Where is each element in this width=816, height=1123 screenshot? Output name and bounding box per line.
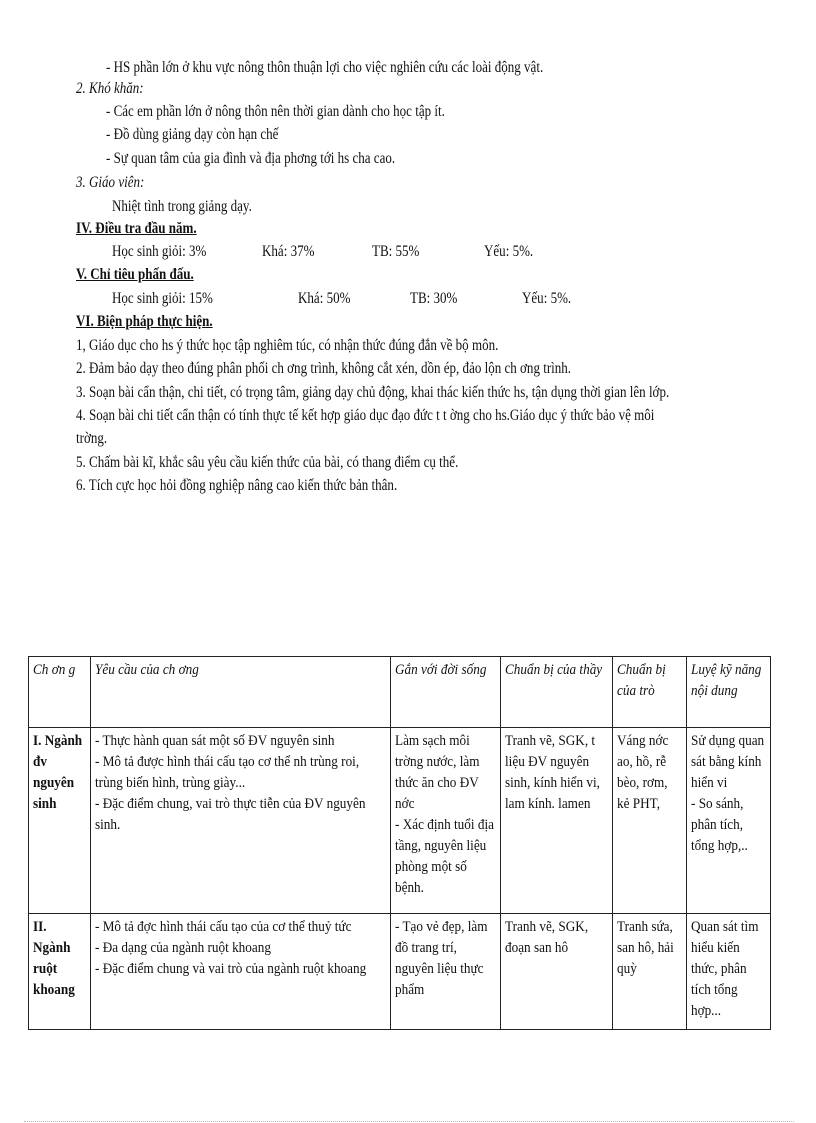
measure-6: 6. Tích cực học hỏi đồng nghiệp nâng cao kiến thức bản thân. [76, 477, 398, 494]
target-yeu: Yếu: 5%. [522, 290, 572, 307]
row-teacher-prep: Tranh vẽ, SGK, t liệu ĐV nguyên sinh, kính hiển vi, lam kính. lamen [501, 728, 613, 914]
row-life: - Tạo vẻ đẹp, làm đồ trang trí, nguyên liệu thực phẩm [391, 914, 501, 1030]
header-teacher-prep: Chuẩn bị của thầy [501, 657, 613, 728]
header-requirement: Yêu cầu của ch ơng [91, 657, 391, 728]
row-student-prep: Váng nớc ao, hồ, rễ bèo, rơm, kẻ PHT, [613, 728, 687, 914]
measure-5: 5. Chấm bài kĩ, khắc sâu yêu cầu kiến thức của bài, có thang điểm cụ thể. [76, 454, 459, 471]
measure-3: 3. Soạn bài cẩn thận, chi tiết, có trọng tâm, giảng dạy chủ động, khai thác kiến thức hs, tận dụng thời gian lên lớp. [76, 384, 670, 401]
advantage-line: - HS phần lớn ở khu vực nông thôn thuận lợi cho việc nghiên cứu các loài động vật. [106, 59, 544, 76]
teacher-heading: 3. Giáo viên: [76, 174, 145, 191]
table-header-row [29, 657, 771, 728]
target-tb: TB: 30% [410, 290, 458, 307]
row-teacher-prep: Tranh vẽ, SGK, đoạn san hô [501, 914, 613, 1030]
row-chapter: I. Ngành đv nguyên sinh [29, 728, 91, 914]
target-heading: V. Chỉ tiêu phấn đấu. [76, 266, 194, 283]
header-chapter: Ch ơn g [29, 657, 91, 728]
measure-4-cont: trờng. [76, 430, 108, 447]
target-kha: Khá: 50% [298, 290, 351, 307]
difficulty-heading: 2. Khó khăn: [76, 80, 144, 97]
teaching-plan-table [28, 656, 771, 1030]
survey-heading: IV. Điều tra đầu năm. [76, 220, 197, 237]
measure-2: 2. Đảm bảo dạy theo đúng phân phối ch ơng trình, không cắt xén, dồn ép, đảo lộn ch ơng trình. [76, 360, 572, 377]
difficulty-line-1: - Các em phần lớn ở nông thôn nên thời gian dành cho học tập ít. [106, 103, 445, 120]
survey-gioi: Học sinh giỏi: 3% [112, 243, 207, 260]
row-requirement: - Thực hành quan sát một số ĐV nguyên sinh - Mô tả được hình thái cấu tạo cơ thể nh trùng roi, trùng biến hình, trùng giày... - Đặc điểm chung, vai trò thực tiễn của ĐV nguyên sinh. [91, 728, 391, 914]
survey-kha: Khá: 37% [262, 243, 315, 260]
row-life: Làm sạch môi trờng nước, làm thức ăn cho ĐV nớc - Xác định tuổi địa tầng, nguyên liệu phòng một số bệnh. [391, 728, 501, 914]
teacher-line: Nhiệt tình trong giảng dạy. [112, 198, 252, 215]
table-row [29, 728, 771, 914]
row-student-prep: Tranh sứa, san hô, hải quỳ [613, 914, 687, 1030]
header-life: Gắn với đời sống [391, 657, 501, 728]
difficulty-line-2: - Đồ dùng giảng dạy còn hạn chế [106, 126, 279, 143]
header-skill: Luyệ kỹ năng nội dung [687, 657, 771, 728]
row-chapter: II. Ngành ruột khoang [29, 914, 91, 1030]
measures-heading: VI. Biện pháp thực hiện. [76, 313, 213, 330]
table-row [29, 914, 771, 1030]
measure-1: 1, Giáo dục cho hs ý thức học tập nghiêm túc, có nhận thức đúng đắn về bộ môn. [76, 337, 499, 354]
measure-4: 4. Soạn bài chi tiết cẩn thận có tính thực tế kết hợp giáo dục đạo đức t t ờng cho hs.Giáo dục ý thức bảo vệ môi [76, 407, 655, 424]
survey-yeu: Yếu: 5%. [484, 243, 534, 260]
row-requirement: - Mô tả đợc hình thái cấu tạo của cơ thể thuỷ tức - Đa dạng của ngành ruột khoang - Đặc điểm chung và vai trò của ngành ruột khoang [91, 914, 391, 1030]
target-gioi: Học sinh giỏi: 15% [112, 290, 213, 307]
page-bottom-divider [24, 1121, 794, 1122]
survey-tb: TB: 55% [372, 243, 420, 260]
header-student-prep: Chuẩn bị của trò [613, 657, 687, 728]
row-skill: Quan sát tìm hiểu kiến thức, phân tích tổng hợp... [687, 914, 771, 1030]
difficulty-line-3: - Sự quan tâm của gia đình và địa phơng tới hs cha cao. [106, 150, 396, 167]
row-skill: Sử dụng quan sát bằng kính hiển vi - So sánh, phân tích, tổng hợp,.. [687, 728, 771, 914]
